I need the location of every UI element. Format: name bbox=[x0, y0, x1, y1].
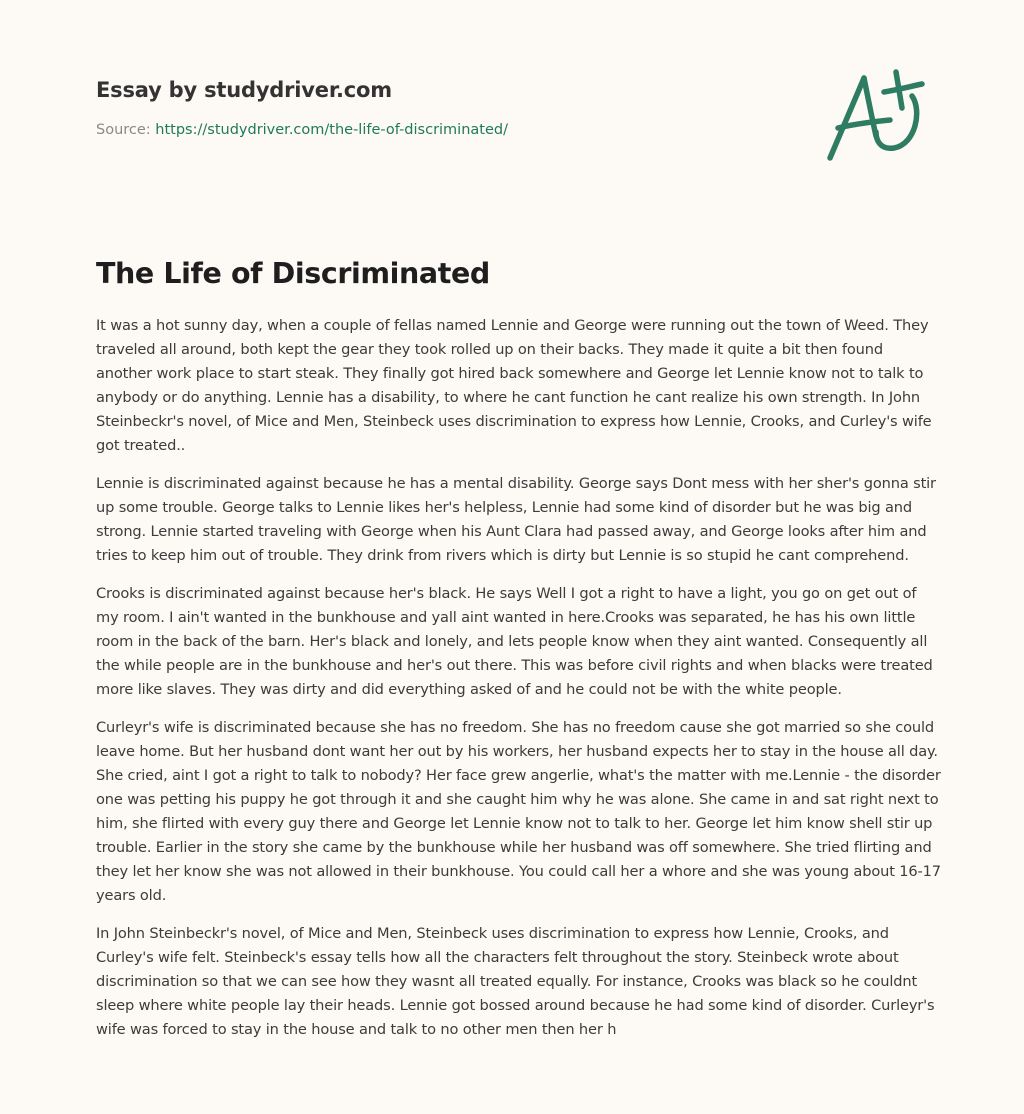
essay-title: The Life of Discriminated bbox=[96, 257, 490, 290]
source-link[interactable]: https://studydriver.com/the-life-of-discriminated/ bbox=[155, 122, 508, 138]
essay-paragraph: It was a hot sunny day, when a couple of fellas named Lennie and George were running out the town of Weed. They traveled all around, both kept the gear they took rolled up on their backs. They made it quite a bit then found another work place to start steak. They finally got hired back somewhere and George let Lennie know not to talk to anybody or do anything. Lennie has a disability, to where he cant function he cant realize his own strength. In John Steinbeckr's novel, of Mice and Men, Steinbeck uses discrimination to express how Lennie, Crooks, and Curley's wife got treated.. bbox=[96, 317, 932, 454]
essay-paragraph: Crooks is discriminated against because her's black. He says Well I got a right to have a light, you go on get out of my room. I ain't wanted in the bunkhouse and yall aint wanted in here.Crooks was separated, he has his own little room in the back of the barn. Her's black and lonely, and lets people know when they aint wanted. Consequently all the while people are in the bunkhouse and her's out there. This was before civil rights and when blacks were treated more like slaves. They was dirty and did everything asked of and he could not be with the white people. bbox=[96, 585, 933, 698]
source-line bbox=[96, 120, 796, 140]
a-plus-grade-icon bbox=[818, 64, 934, 168]
essay-paragraph: In John Steinbeckr's novel, of Mice and Men, Steinbeck uses discrimination to express how Lennie, Crooks, and Curley's wife felt. Steinbeck's essay tells how all the characters felt throughout the story. Steinbeck wrote about discrimination so that we can see how they wasnt all treated equally. For instance, Crooks was black so he couldnt sleep where white people lay their heads. Lennie got bossed around because he had some kind of disorder. Curleyr's wife was forced to stay in the house and talk to no other men then her h bbox=[96, 925, 935, 1038]
essay-paragraph: Curleyr's wife is discriminated because she has no freedom. She has no freedom cause she got married so she could leave home. But her husband dont want her out by his workers, her husband expects her to stay in the house all day. She cried, aint I got a right to talk to nobody? Her face grew angerlie, what's the matter with me.Lennie - the disorder one was petting his puppy he got through it and she caught him why he was alone. She came in and sat right next to him, she flirted with every guy there and George let Lennie know not to talk to her. George let him know shell stir up trouble. Earlier in the story she came by the bunkhouse while her husband was off somewhere. She tried flirting and they let her know she was not allowed in their bunkhouse. You could call her a whore and she was young about 16-17 years old. bbox=[96, 719, 941, 904]
essay-paragraph: Lennie is discriminated against because he has a mental disability. George says Dont mess with her sher's gonna stir up some trouble. George talks to Lennie likes her's helpless, Lennie had some kind of disorder but he was big and strong. Lennie started traveling with George when his Aunt Clara had passed away, and George looks after him and tries to keep him out of trouble. They drink from rivers which is dirty but Lennie is so stupid he cant comprehend. bbox=[96, 475, 936, 564]
page-header bbox=[96, 76, 796, 140]
site-title: Essay by studydriver.com bbox=[96, 78, 392, 102]
source-label: Source: bbox=[96, 122, 156, 138]
essay-body bbox=[96, 314, 941, 1056]
